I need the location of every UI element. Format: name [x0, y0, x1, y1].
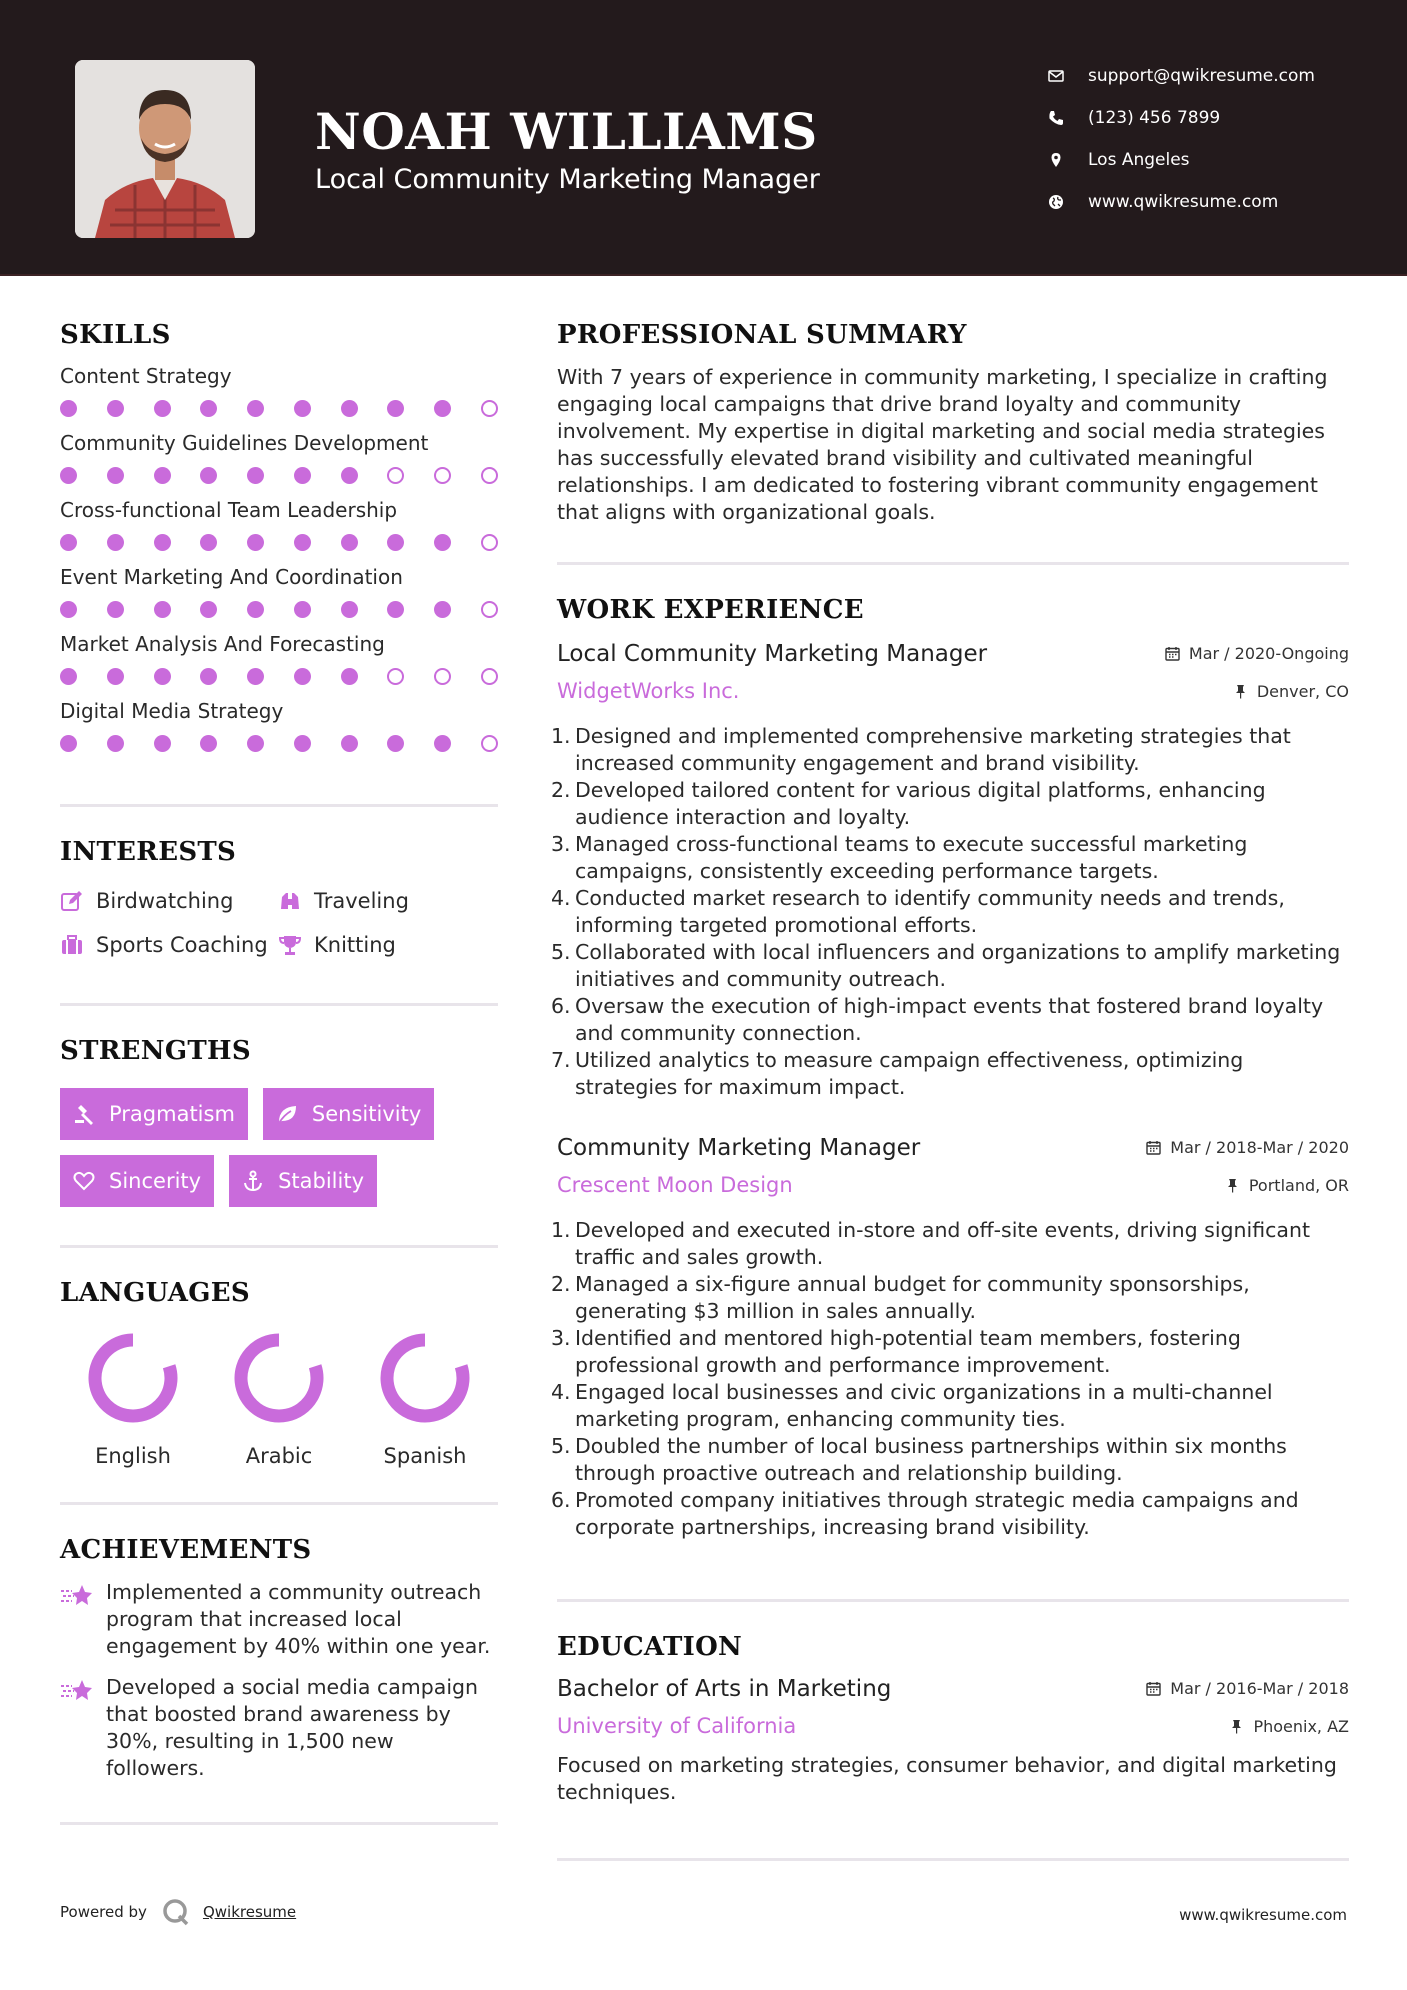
skill-dot-filled — [154, 534, 171, 551]
contact-website[interactable] — [1048, 181, 1378, 223]
skill-dot-filled — [247, 601, 264, 618]
job-bullet — [551, 777, 1349, 831]
skill-dot-empty — [481, 668, 498, 685]
skill-rating — [60, 735, 498, 752]
skill-item — [60, 498, 498, 551]
skill-name: Cross-functional Team Leadership — [60, 498, 398, 522]
contact-email[interactable] — [1048, 55, 1378, 97]
bullet-text: Developed and executed in-store and off-site events, driving significant traffic and sales growth. — [575, 1218, 1311, 1269]
skill-dot-filled — [154, 467, 171, 484]
skill-dot-filled — [387, 400, 404, 417]
contact-phone-text: (123) 456 7899 — [1088, 108, 1221, 128]
contact-email-text: support@qwikresume.com — [1088, 66, 1315, 86]
skill-dot-filled — [200, 534, 217, 551]
bullet-text: Conducted market research to identify community needs and trends, informing targeted promotional efforts. — [575, 886, 1285, 937]
company-name: WidgetWorks Inc. — [557, 679, 740, 703]
languages-section — [60, 1278, 498, 1468]
job-bullet — [551, 1271, 1349, 1325]
language-name: English — [95, 1444, 171, 1468]
job-bullet — [551, 1217, 1349, 1271]
education-description: Focused on marketing strategies, consumer behavior, and digital marketing techniques. — [557, 1753, 1337, 1804]
interest-label: Traveling — [314, 889, 409, 913]
skill-dot-filled — [294, 400, 311, 417]
job-entry — [551, 641, 1349, 1101]
achievements-title: ACHIEVEMENTS — [60, 1535, 312, 1565]
left-column — [60, 320, 498, 1825]
job-title: Local Community Marketing Manager — [557, 641, 988, 667]
education-location-text: Phoenix, AZ — [1253, 1716, 1349, 1736]
bullet-text: Doubled the number of local business partnerships within six months through proactive outreach and relationship building. — [575, 1434, 1287, 1485]
skill-dot-filled — [434, 400, 451, 417]
skill-dot-filled — [154, 668, 171, 685]
bullet-number: 4. — [551, 1380, 571, 1404]
job-date-text: Mar / 2018-Mar / 2020 — [1170, 1138, 1349, 1157]
skill-dot-filled — [294, 467, 311, 484]
skill-dot-filled — [341, 400, 358, 417]
job-location — [1233, 682, 1349, 701]
skill-dot-filled — [341, 467, 358, 484]
leaf-icon — [276, 1103, 302, 1125]
skill-dot-empty — [481, 534, 498, 551]
skill-rating — [60, 400, 498, 417]
achievement-text: Developed a social media campaign that boosted brand awareness by 30%, resulting in 1,500 new followers. — [106, 1675, 479, 1780]
skill-dot-filled — [434, 601, 451, 618]
interest-item — [60, 933, 278, 957]
skill-dot-filled — [107, 467, 124, 484]
language-level-arc — [95, 1340, 171, 1416]
anchor-icon — [242, 1170, 268, 1192]
job-bullet — [551, 885, 1349, 939]
skill-dot-filled — [434, 534, 451, 551]
strength-label: Sensitivity — [311, 1102, 422, 1126]
suitcase-icon — [60, 933, 96, 957]
skill-dot-filled — [341, 601, 358, 618]
bullet-number: 1. — [551, 724, 571, 748]
skill-dot-filled — [154, 400, 171, 417]
interests-section — [60, 837, 498, 957]
footer-website[interactable]: www.qwikresume.com — [1179, 1906, 1347, 1924]
skill-dot-filled — [107, 735, 124, 752]
bullet-text: Managed cross-functional teams to execute successful marketing campaigns, consistently exceeding performance targets. — [575, 832, 1248, 883]
language-level-arc — [241, 1340, 317, 1416]
interest-label: Birdwatching — [96, 889, 234, 913]
shooting-star-icon — [60, 1579, 106, 1660]
bullet-text: Managed a six-figure annual budget for community sponsorships, generating $3 million in sales annually. — [575, 1272, 1250, 1323]
bullet-number: 4. — [551, 886, 571, 910]
education-title: EDUCATION — [557, 1632, 743, 1662]
interest-item — [278, 889, 498, 913]
bullet-number: 5. — [551, 1434, 571, 1458]
achievement-item — [60, 1674, 498, 1782]
contact-list — [1048, 55, 1378, 223]
experience-title: WORK EXPERIENCE — [557, 595, 864, 625]
bullet-number: 6. — [551, 994, 571, 1018]
interest-item — [60, 889, 278, 913]
shooting-star-icon — [60, 1674, 106, 1782]
job-date — [1146, 1138, 1349, 1157]
resume-header — [0, 0, 1407, 276]
skill-dot-empty — [481, 467, 498, 484]
globe-icon — [1048, 191, 1078, 213]
bullet-text: Oversaw the execution of high-impact events that fostered brand loyalty and community connection. — [575, 994, 1324, 1045]
language-name: Spanish — [383, 1444, 467, 1468]
candidate-name: NOAH WILLIAMS — [315, 102, 818, 161]
skill-item — [60, 632, 498, 685]
strengths-section — [60, 1036, 498, 1207]
calendar-icon — [1146, 1140, 1161, 1155]
pushpin-icon — [1229, 1719, 1244, 1734]
skill-dot-filled — [294, 601, 311, 618]
section-divider — [60, 1822, 498, 1825]
skill-dot-filled — [154, 735, 171, 752]
right-column — [551, 320, 1349, 1861]
achievements-section — [60, 1535, 498, 1782]
job-title: Community Marketing Manager — [557, 1135, 921, 1161]
contact-phone[interactable] — [1048, 97, 1378, 139]
job-date-text: Mar / 2020-Ongoing — [1188, 644, 1349, 663]
strength-label: Stability — [278, 1169, 365, 1193]
skill-dot-empty — [481, 601, 498, 618]
job-location-text: Denver, CO — [1256, 681, 1349, 701]
section-divider — [557, 1858, 1349, 1861]
bullet-text: Collaborated with local influencers and organizations to amplify marketing initiatives and community outreach. — [575, 940, 1341, 991]
envelope-icon — [1048, 65, 1078, 87]
skill-dot-filled — [247, 534, 264, 551]
language-item — [352, 1330, 498, 1468]
section-divider — [60, 1245, 498, 1248]
pushpin-icon — [1233, 684, 1248, 699]
contact-location-text: Los Angeles — [1088, 150, 1190, 170]
bullet-number: 7. — [551, 1048, 571, 1072]
job-bullet — [551, 1487, 1349, 1541]
job-bullets — [551, 1217, 1349, 1541]
bullet-text: Identified and mentored high-potential team members, fostering professional growth and performance improvement. — [575, 1326, 1241, 1377]
strength-badge — [60, 1088, 248, 1140]
skill-dot-filled — [60, 467, 77, 484]
skill-dot-empty — [387, 668, 404, 685]
skill-dot-filled — [60, 735, 77, 752]
qwikresume-logo-icon — [161, 1897, 191, 1927]
skill-dot-filled — [387, 735, 404, 752]
strength-badge — [60, 1155, 214, 1207]
bullet-number: 3. — [551, 1326, 571, 1350]
skill-name: Content Strategy — [60, 364, 232, 388]
skill-dot-filled — [200, 467, 217, 484]
skill-dot-filled — [107, 668, 124, 685]
language-name: Arabic — [245, 1444, 313, 1468]
job-bullet — [551, 831, 1349, 885]
skill-item — [60, 431, 498, 484]
skill-dot-filled — [107, 601, 124, 618]
bullet-text: Utilized analytics to measure campaign effectiveness, optimizing strategies for maximum impact. — [575, 1048, 1244, 1099]
education-entry — [557, 1676, 1349, 1806]
language-level-ring — [231, 1330, 327, 1426]
skill-dot-filled — [294, 735, 311, 752]
skill-rating — [60, 601, 498, 618]
skill-dot-filled — [341, 534, 358, 551]
languages-title: LANGUAGES — [60, 1278, 250, 1308]
skill-dot-filled — [107, 534, 124, 551]
skill-rating — [60, 467, 498, 484]
binoculars-icon — [278, 889, 314, 913]
strength-label: Pragmatism — [109, 1102, 235, 1126]
interest-label: Sports Coaching — [96, 933, 268, 957]
skill-dot-filled — [247, 467, 264, 484]
bullet-number: 5. — [551, 940, 571, 964]
skill-item — [60, 699, 498, 752]
bullet-number: 3. — [551, 832, 571, 856]
phone-icon — [1048, 107, 1078, 129]
education-date-text: Mar / 2016-Mar / 2018 — [1170, 1679, 1349, 1698]
skill-dot-empty — [434, 668, 451, 685]
job-date — [1165, 644, 1349, 663]
bullet-text: Developed tailored content for various digital platforms, enhancing audience interaction and loyalty. — [575, 778, 1266, 829]
powered-by-text: Powered by — [60, 1903, 147, 1921]
skill-dot-filled — [60, 601, 77, 618]
section-divider — [60, 804, 498, 807]
footer-powered-by — [60, 1897, 296, 1927]
map-marker-icon — [1048, 149, 1078, 171]
section-divider — [557, 562, 1349, 565]
language-level-ring — [377, 1330, 473, 1426]
bullet-text: Engaged local businesses and civic organizations in a multi-channel marketing program, enhancing community ties. — [575, 1380, 1273, 1431]
job-bullet — [551, 1047, 1349, 1101]
language-item — [206, 1330, 352, 1468]
job-bullet — [551, 723, 1349, 777]
skill-dot-empty — [434, 467, 451, 484]
skill-dot-filled — [387, 534, 404, 551]
bullet-text: Promoted company initiatives through strategic media campaigns and corporate partnerships, increasing brand visibility. — [575, 1488, 1299, 1539]
skill-name: Market Analysis And Forecasting — [60, 632, 385, 656]
gavel-icon — [73, 1103, 99, 1125]
skill-dot-filled — [341, 735, 358, 752]
skills-section — [60, 320, 498, 752]
school-name: University of California — [557, 1714, 797, 1738]
bullet-number: 2. — [551, 778, 571, 802]
skill-dot-filled — [200, 668, 217, 685]
skill-dot-empty — [481, 400, 498, 417]
skill-dot-filled — [247, 735, 264, 752]
section-divider — [60, 1502, 498, 1505]
interest-item — [278, 933, 498, 957]
bullet-number: 1. — [551, 1218, 571, 1242]
summary-text: With 7 years of experience in community marketing, I specialize in crafting engaging local campaigns that drive brand loyalty and community involvement. My expertise in digital marketing and social media strategies has successfully elevated brand visibility and cultivated meaningful relationships. I am dedicated to fostering vibrant community engagement that aligns with organizational goals. — [557, 365, 1328, 524]
education-section — [557, 1632, 1349, 1806]
skill-dot-filled — [60, 668, 77, 685]
language-level-ring — [85, 1330, 181, 1426]
skill-item — [60, 565, 498, 618]
job-bullet — [551, 1325, 1349, 1379]
brand-link[interactable]: Qwikresume — [202, 1903, 297, 1921]
skill-name: Event Marketing And Coordination — [60, 565, 403, 589]
strength-badge — [263, 1088, 434, 1140]
trophy-icon — [278, 933, 314, 957]
bullet-number: 2. — [551, 1272, 571, 1296]
job-bullets — [551, 723, 1349, 1101]
strength-badge — [229, 1155, 377, 1207]
contact-location — [1048, 139, 1378, 181]
edit-icon — [60, 889, 96, 913]
skill-dot-filled — [247, 668, 264, 685]
strength-label: Sincerity — [109, 1169, 202, 1193]
pushpin-icon — [1225, 1178, 1240, 1193]
education-date — [1146, 1679, 1349, 1698]
skill-rating — [60, 668, 498, 685]
achievement-text: Implemented a community outreach program that increased local engagement by 40% within one year. — [106, 1580, 491, 1658]
skill-dot-filled — [60, 534, 77, 551]
skill-dot-filled — [434, 735, 451, 752]
experience-section — [551, 595, 1349, 1541]
skill-dot-filled — [200, 735, 217, 752]
job-bullet — [551, 1379, 1349, 1433]
calendar-icon — [1146, 1681, 1161, 1696]
skill-rating — [60, 534, 498, 551]
job-location — [1225, 1176, 1349, 1195]
skill-name: Community Guidelines Development — [60, 431, 429, 455]
achievement-item — [60, 1579, 498, 1660]
skill-dot-empty — [387, 467, 404, 484]
skill-dot-filled — [294, 668, 311, 685]
profile-photo-image — [75, 60, 255, 238]
language-level-arc — [387, 1340, 463, 1416]
job-bullet — [551, 993, 1349, 1047]
language-item — [60, 1330, 206, 1468]
job-location-text: Portland, OR — [1248, 1175, 1349, 1195]
skill-dot-filled — [60, 400, 77, 417]
heart-icon — [73, 1170, 99, 1192]
calendar-icon — [1165, 646, 1180, 661]
skill-dot-filled — [107, 400, 124, 417]
job-bullet — [551, 939, 1349, 993]
skill-name: Digital Media Strategy — [60, 699, 284, 723]
skill-dot-empty — [481, 735, 498, 752]
skill-item — [60, 364, 498, 417]
bullet-text: Designed and implemented comprehensive marketing strategies that increased community engagement and brand visibility. — [575, 724, 1291, 775]
interest-label: Knitting — [314, 933, 396, 957]
profile-photo — [75, 60, 255, 238]
candidate-role: Local Community Marketing Manager — [315, 164, 820, 195]
skill-dot-filled — [154, 601, 171, 618]
strengths-title: STRENGTHS — [60, 1036, 251, 1066]
skill-dot-filled — [247, 400, 264, 417]
interests-title: INTERESTS — [60, 837, 237, 867]
summary-title: PROFESSIONAL SUMMARY — [557, 320, 967, 350]
company-name: Crescent Moon Design — [557, 1173, 793, 1197]
job-bullet — [551, 1433, 1349, 1487]
skill-dot-filled — [200, 601, 217, 618]
bullet-number: 6. — [551, 1488, 571, 1512]
contact-website-text: www.qwikresume.com — [1088, 192, 1279, 212]
job-entry — [551, 1135, 1349, 1541]
skill-dot-filled — [341, 668, 358, 685]
section-divider — [557, 1599, 1349, 1602]
section-divider — [60, 1003, 498, 1006]
skill-dot-filled — [294, 534, 311, 551]
skill-dot-filled — [200, 400, 217, 417]
skills-title: SKILLS — [60, 320, 171, 350]
degree-title: Bachelor of Arts in Marketing — [557, 1676, 892, 1702]
education-location — [1229, 1717, 1349, 1736]
summary-section — [557, 320, 1349, 526]
skill-dot-filled — [387, 601, 404, 618]
